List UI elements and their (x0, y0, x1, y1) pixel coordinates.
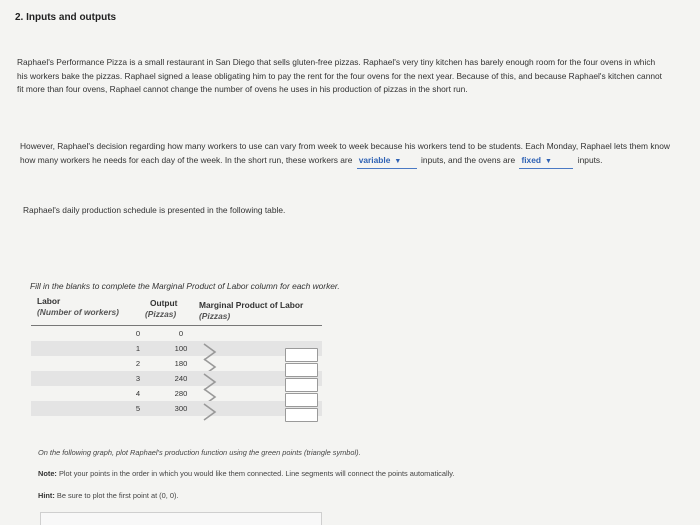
chevron-right-icon (203, 403, 217, 421)
workers-dropdown-value: variable (358, 154, 391, 165)
header-output (145, 298, 177, 320)
output-cell: 240 (174, 374, 188, 383)
table-row (31, 371, 322, 386)
output-cell: 180 (174, 359, 188, 368)
header-mp-sub: (Pizzas) (199, 311, 231, 321)
table-body (31, 326, 322, 416)
header-output-title: Output (150, 298, 178, 308)
table-row (31, 341, 322, 356)
table-row (31, 356, 322, 371)
paragraph-inputs-text-3: inputs. (577, 154, 603, 165)
paragraph-inputs-text-1: However, Raphael's decision regarding how many workers to use can vary from week to week because his workers tend to be students. Each Monday, Raphael lets them know how many workers he needs for each day of the week. In the short run, these workers are (20, 141, 670, 165)
caret-down-icon: ▼ (394, 157, 402, 165)
header-labor-title: Labor (37, 296, 61, 306)
mp-input-1[interactable] (285, 348, 318, 362)
note-line (38, 469, 454, 478)
header-labor (37, 296, 119, 318)
header-mp-title: Marginal Product of Labor (199, 300, 304, 310)
ovens-dropdown-value: fixed (521, 154, 541, 165)
graph-instruction: On the following graph, plot Raphael's production function using the green points (triangle symbol). (38, 448, 361, 457)
table-row (31, 401, 322, 416)
hint-line (38, 491, 179, 500)
mp-input-2[interactable] (285, 363, 318, 377)
output-cell: 280 (174, 389, 188, 398)
paragraph-intro: Raphael's Performance Pizza is a small restaurant in San Diego that sells gluten-free pizzas. Raphael's very tiny kitchen has barely enough room for the four ovens in which his workers bake the pizzas. Raphael signed a lease obligating him to pay the rent for the four ovens for the next year. Because of this, and because Raphael's kitchen cannot fit more than four ovens, Raphael cannot change the number of ovens he uses in his production of pizzas in the short run. (17, 57, 663, 94)
mp-input-3[interactable] (285, 378, 318, 392)
header-labor-sub: (Number of workers) (37, 307, 119, 317)
hint-label: Hint: (38, 491, 55, 500)
section-title: 2. Inputs and outputs (15, 12, 117, 23)
graph-area[interactable] (40, 512, 322, 525)
workers-cell: 0 (135, 329, 141, 338)
header-output-sub: (Pizzas) (145, 309, 177, 319)
note-label: Note: (38, 469, 57, 478)
paragraph-inputs (20, 140, 670, 169)
note-text: Plot your points in the order in which you would like them connected. Line segments will connect the points automatically. (58, 469, 455, 478)
output-cell: 300 (174, 404, 188, 413)
table-instruction: Fill in the blanks to complete the Marginal Product of Labor column for each worker. (30, 281, 340, 291)
header-marginal-product (199, 300, 303, 322)
workers-cell: 2 (135, 359, 141, 368)
output-cell: 100 (174, 344, 188, 353)
table-row (31, 386, 322, 401)
output-cell: 0 (178, 329, 184, 338)
hint-text: Be sure to plot the first point at (0, 0). (56, 491, 179, 500)
workers-cell: 1 (135, 344, 141, 353)
workers-cell: 3 (135, 374, 141, 383)
paragraph-schedule: Raphael's daily production schedule is presented in the following table. (23, 205, 286, 215)
caret-down-icon: ▼ (545, 157, 552, 165)
mp-input-4[interactable] (285, 393, 318, 407)
paragraph-inputs-text-2: inputs, and the ovens are (421, 154, 516, 165)
workers-cell: 5 (135, 404, 141, 413)
table-row (31, 326, 322, 341)
ovens-input-type-dropdown[interactable] (519, 154, 573, 170)
workers-input-type-dropdown[interactable] (357, 154, 417, 170)
mp-input-5[interactable] (285, 408, 318, 422)
workers-cell: 4 (135, 389, 141, 398)
